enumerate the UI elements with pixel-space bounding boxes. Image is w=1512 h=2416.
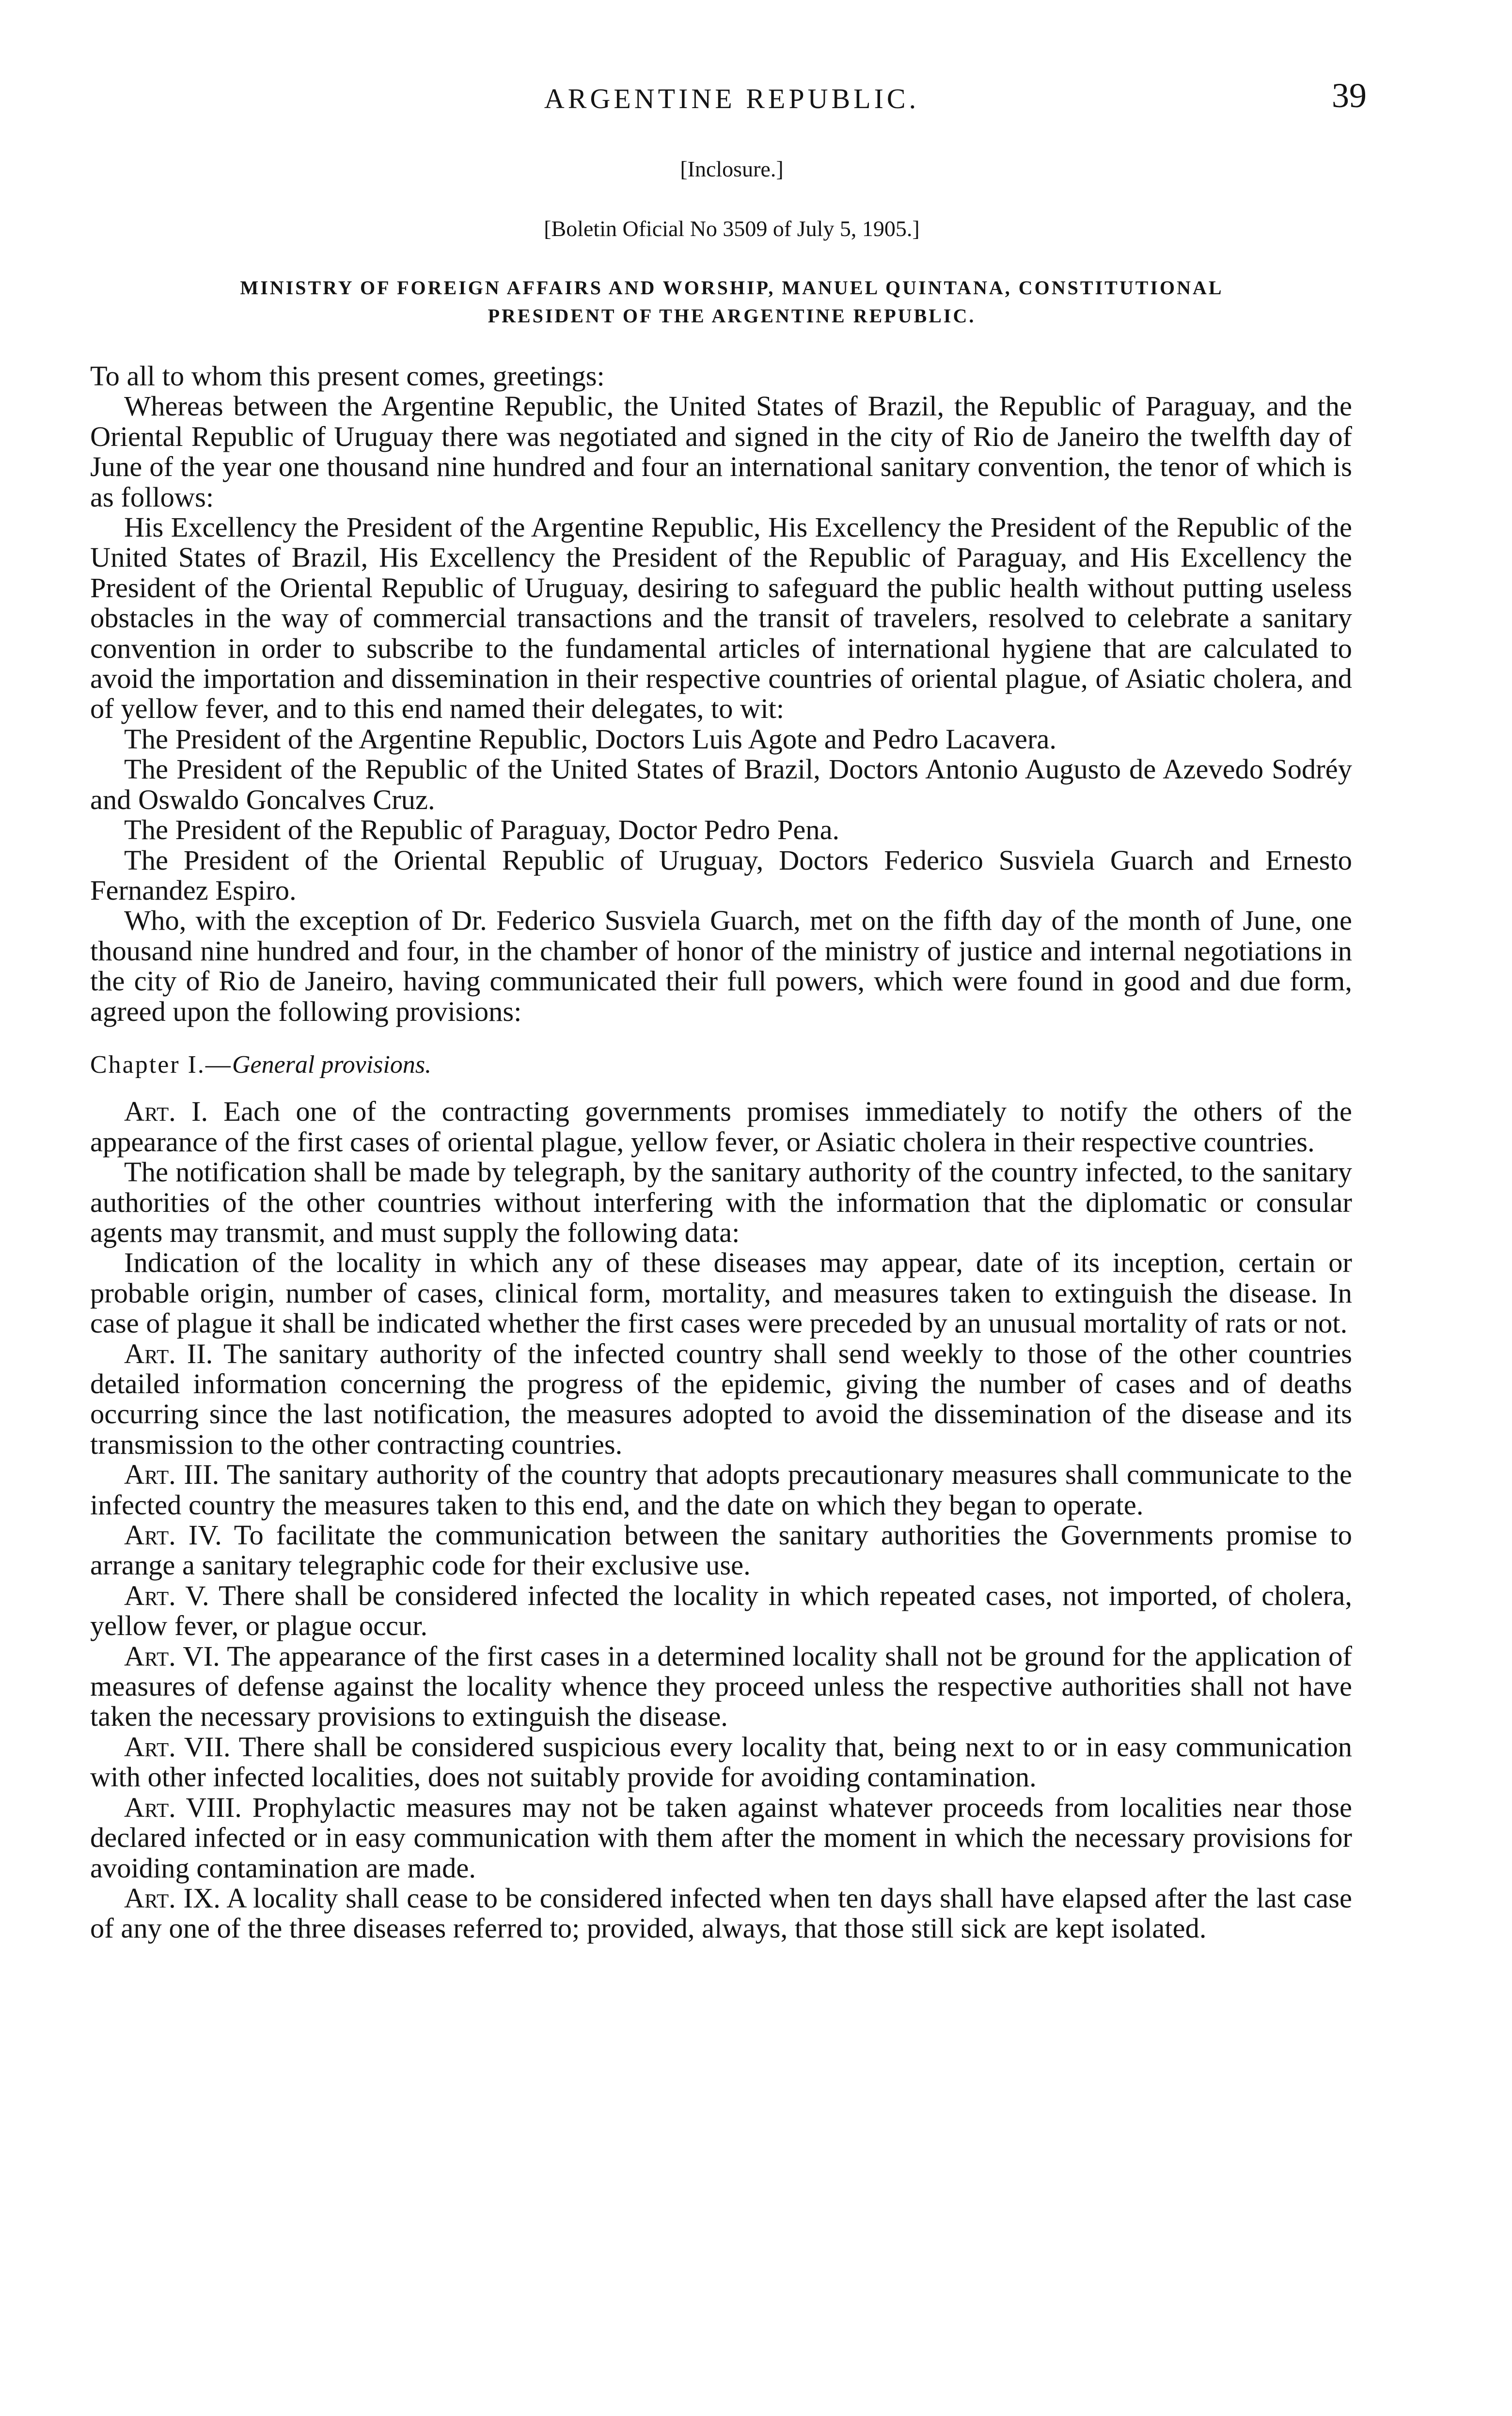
page-header <box>97 76 1367 126</box>
article-label: Art. VIII. <box>124 1791 242 1823</box>
preamble-paragraph: His Excellency the President of the Argentine Republic, His Excellency the President of the Republic of the United States of Brazil, His Excellency the President of the Republic of Paraguay, and His Excellency the President of the Oriental Republic of Uruguay, desiring to safeguard the public health without putting useless obstacles in the way of commercial transactions and the transit of travelers, resolved to celebrate a sanitary convention in order to subscribe to the fundamental articles of international hygiene that are calculated to avoid the importation and dissemination in their respective countries of oriental plague, of Asiatic cholera, and of yellow fever, and to this end named their delegates, to wit: <box>90 511 1352 725</box>
article-paragraph <box>90 1248 1352 1338</box>
delegate-paragraph: The President of the Argentine Republic, Doctors Luis Agote and Pedro Lacavera. <box>124 723 1057 755</box>
article-text: The sanitary authority of the infected country shall send weekly to those of the other countries detailed information concerning the progress of the epidemic, giving the number of cases and of deaths occurring since the last notification, the measures adopted to avoid the dissemination of the disease and its transmission to the other contracting countries. <box>90 1337 1352 1460</box>
article-text: There shall be considered suspicious every locality that, being next to or in easy communication with other infected localities, does not suitably provide for avoiding contamination. <box>90 1731 1352 1793</box>
article-paragraph <box>90 1793 1352 1883</box>
article-label: Art. VII. <box>124 1731 231 1763</box>
preamble-paragraph: Whereas between the Argentine Republic, the United States of Brazil, the Republic of Paraguay, and the Oriental Republic of Uruguay there was negotiated and signed in the city of Rio de Janeiro the twelfth day of June of the year one thousand nine hundred and four an international sanitary convention, the tenor of which is as follows: <box>90 390 1352 513</box>
running-head: ARGENTINE REPUBLIC. <box>544 83 920 114</box>
chapter-label: Chapter I.— <box>90 1050 232 1079</box>
greeting: To all to whom this present comes, greetings: <box>90 360 605 392</box>
article-label: Art. I. <box>124 1096 208 1128</box>
article-paragraph <box>90 1157 1352 1248</box>
article-paragraph <box>90 1097 1352 1157</box>
article-text: The sanitary authority of the country that adopts precautionary measures shall communicate to the infected country the measures taken to this end, and the date on which they began to operate. <box>90 1459 1352 1521</box>
inclosure-note: [Inclosure.] <box>680 157 784 181</box>
article-label: Art. IV. <box>124 1519 222 1551</box>
article-text: To facilitate the communication between the sanitary authorities the Governments promise to arrange a sanitary telegraphic code for their exclusive use. <box>90 1519 1352 1581</box>
page-number: 39 <box>1332 76 1367 115</box>
chapter-title: General provisions. <box>232 1050 432 1079</box>
delegate-paragraph: The President of the Republic of Paraguay, Doctor Pedro Pena. <box>124 814 840 846</box>
article-text: Indication of the locality in which any of these diseases may appear, date of its inception, certain or probable origin, number of cases, clinical form, mortality, and measures taken to extinguish the disease. In case of plague it shall be indicated whether the first cases were preceded by an unusual mortality of rats or not. <box>90 1247 1352 1339</box>
article-text: The appearance of the first cases in a determined locality shall not be ground for the application of measures of defense against the locality whence they proceed unless the respective authorities shall not have taken the necessary provisions to extinguish the disease. <box>90 1640 1352 1733</box>
chapter-heading <box>90 1050 1352 1080</box>
delegate-paragraph: The President of the Oriental Republic of Uruguay, Doctors Federico Susviela Guarch and Ernesto Fernandez Espiro. <box>90 844 1352 906</box>
preamble-paragraph: Who, with the exception of Dr. Federico Susviela Guarch, met on the fifth day of the month of June, one thousand nine hundred and four, in the chamber of honor of the ministry of justice and internal negotiations in the city of Rio de Janeiro, having communicated their full powers, which were found in good and due form, agreed upon the following provisions: <box>90 905 1352 1027</box>
article-label: Art. IX. <box>124 1882 220 1914</box>
ministry-heading-line2: PRESIDENT OF THE ARGENTINE REPUBLIC. <box>488 305 976 327</box>
article-text: Each one of the contracting governments promises immediately to notify the others of the appearance of the first cases of oriental plague, yellow fever, or Asiatic cholera in their respective countries. <box>90 1096 1353 1158</box>
article-paragraph <box>90 1883 1352 1944</box>
article-text: Prophylactic measures may not be taken against whatever proceeds from localities near those declared infected or in easy communication with them after the moment in which the necessary provisions for avoiding contamination are made. <box>90 1791 1353 1884</box>
article-label: Art. II. <box>124 1337 213 1369</box>
article-label: Art. VI. <box>124 1640 220 1672</box>
ministry-heading <box>116 274 1347 330</box>
article-paragraph <box>90 1581 1352 1641</box>
article-paragraph <box>90 1520 1352 1581</box>
article-text: A locality shall cease to be considered infected when ten days shall have elapsed after the last case of any one of the three diseases referred to; provided, always, that those still sick are kept isolated. <box>90 1882 1353 1944</box>
delegate-paragraph: The President of the Republic of the United States of Brazil, Doctors Antonio Augusto de Azevedo Sodréy and Oswaldo Goncalves Cruz. <box>90 753 1352 815</box>
document-body <box>90 361 1352 1944</box>
bulletin-note: [Boletin Oficial No 3509 of July 5, 1905.] <box>544 216 920 241</box>
article-paragraph <box>90 1460 1352 1520</box>
article-text: There shall be considered infected the locality in which repeated cases, not imported, of cholera, yellow fever, or plague occur. <box>90 1579 1352 1642</box>
article-label: Art. III. <box>124 1459 220 1491</box>
article-label: Art. V. <box>124 1579 209 1611</box>
article-paragraph <box>90 1732 1352 1793</box>
article-paragraph <box>90 1641 1352 1732</box>
ministry-heading-line1: MINISTRY OF FOREIGN AFFAIRS AND WORSHIP, MANUEL QUINTANA, CONSTITUTIONAL <box>240 277 1224 299</box>
article-paragraph <box>90 1339 1352 1460</box>
article-text: The notification shall be made by telegraph, by the sanitary authority of the country infected, to the sanitary authorities of the other countries without interfering with the information that the diplomatic or consular agents may transmit, and must supply the following data: <box>90 1156 1352 1248</box>
